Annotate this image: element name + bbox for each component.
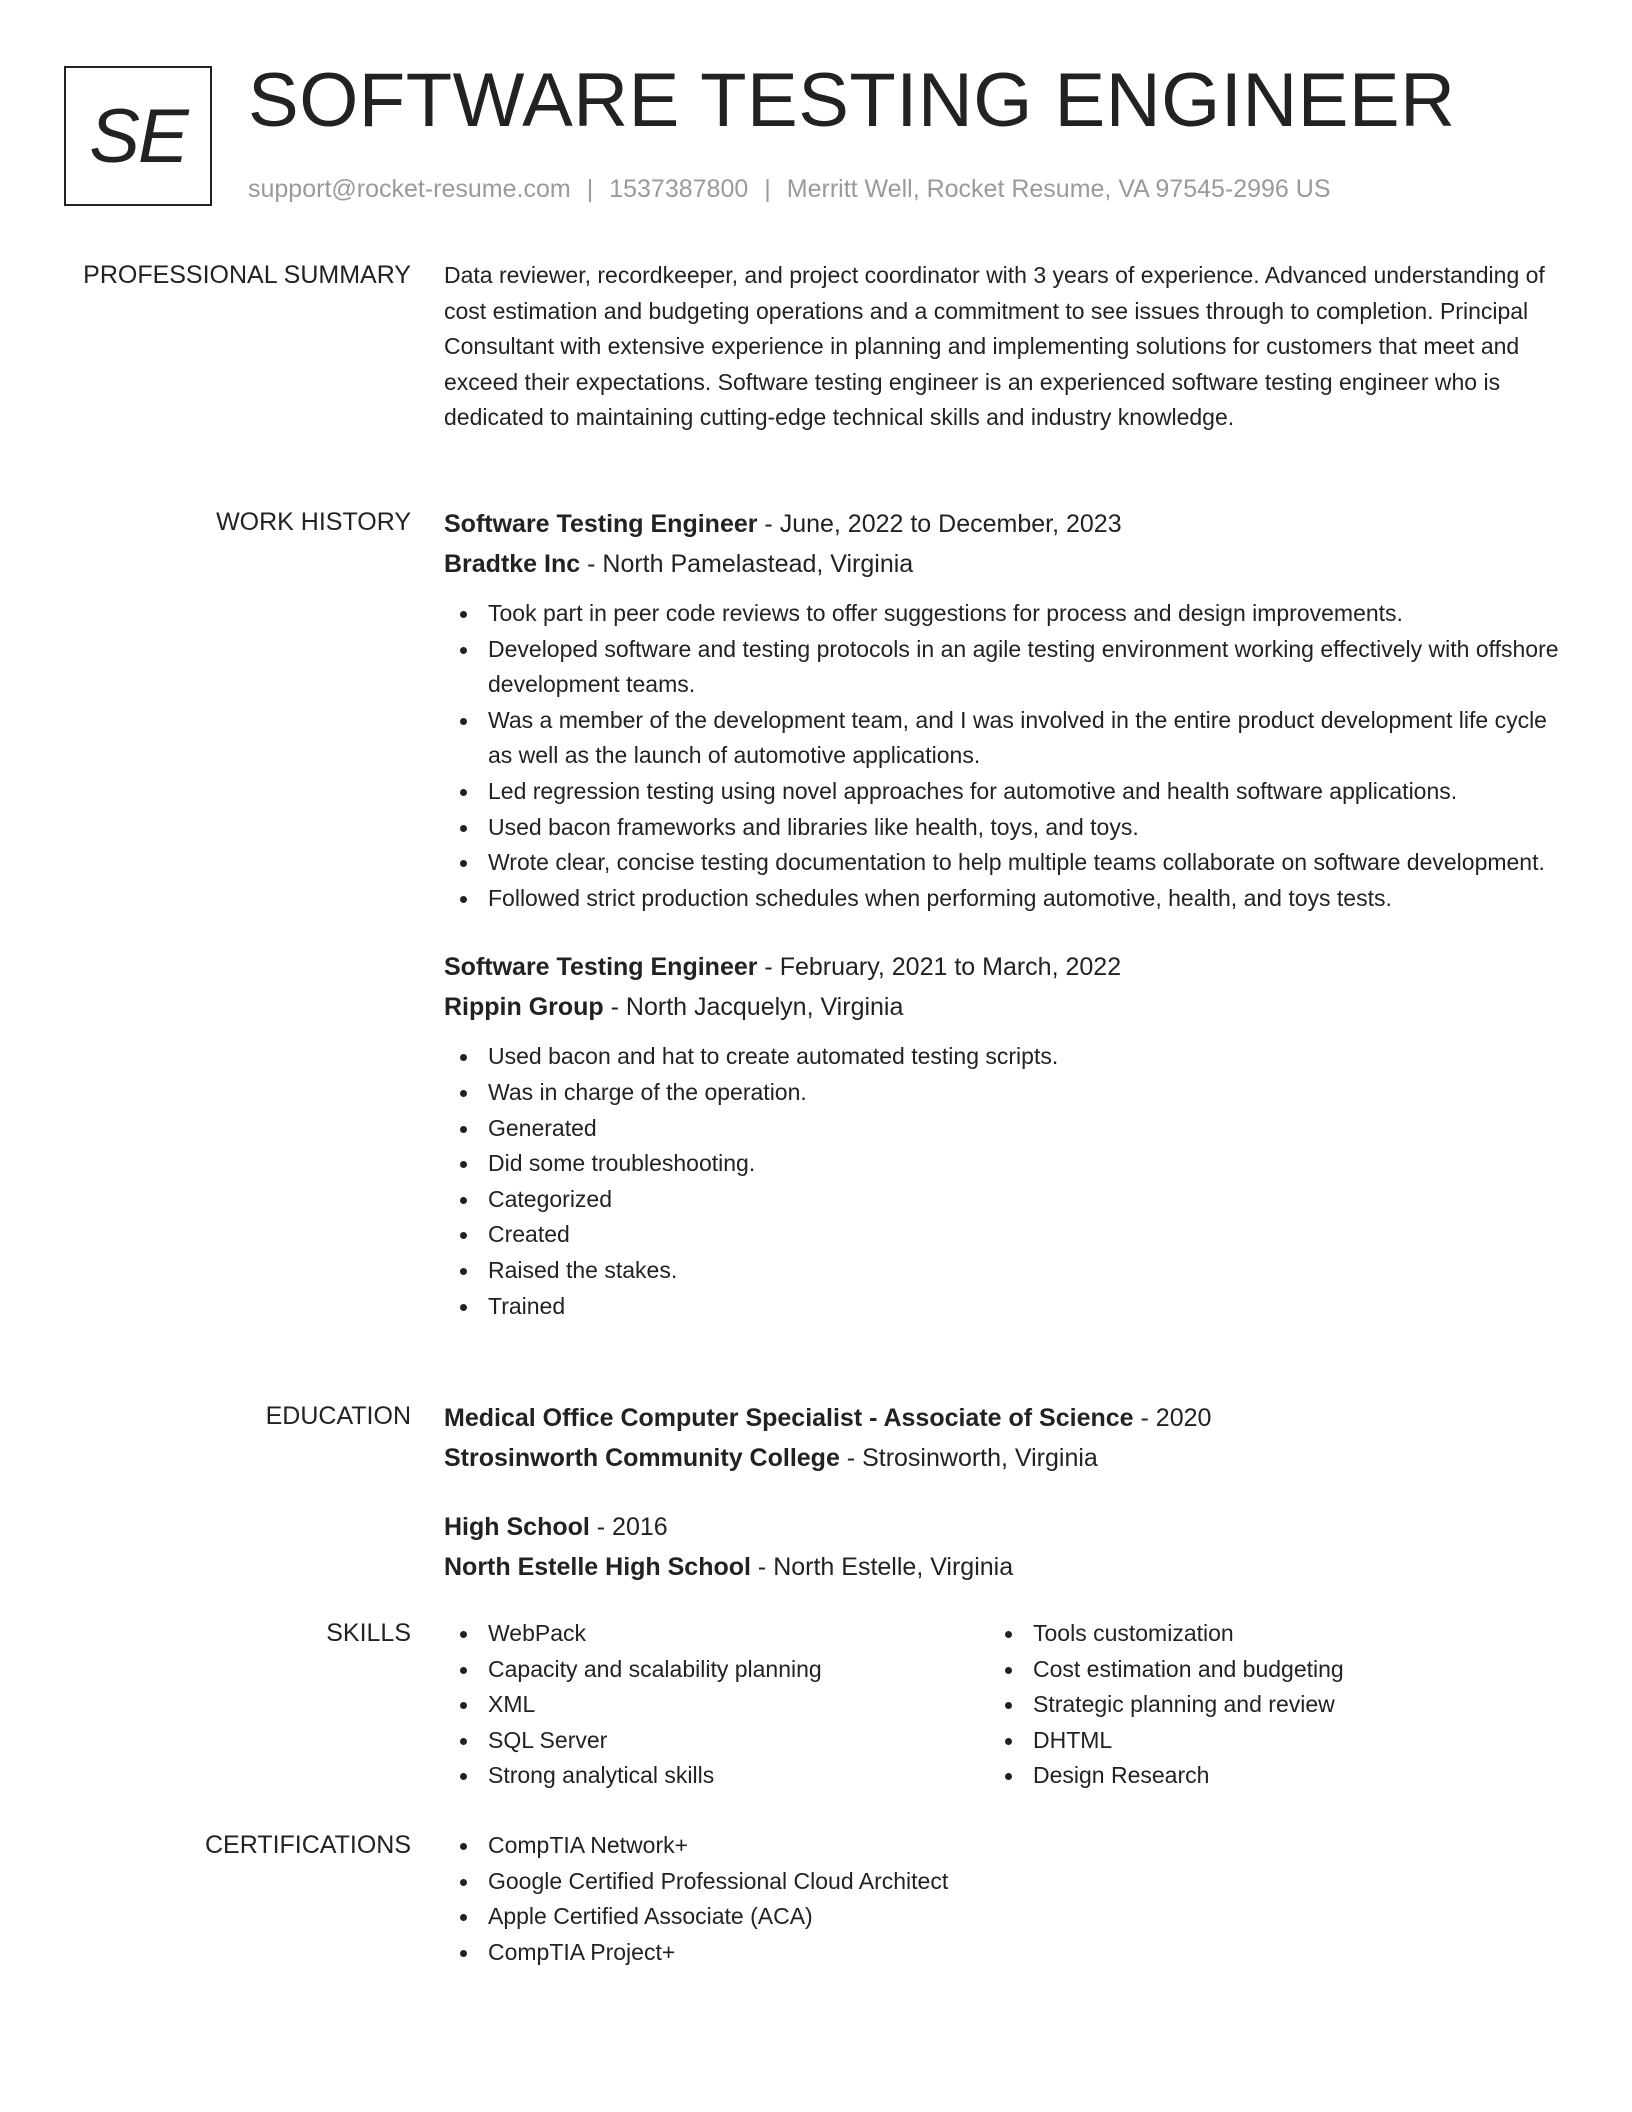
skills-columns <box>444 1616 1560 1794</box>
list-item: Strategic planning and review <box>989 1687 1534 1723</box>
job-title: Software Testing Engineer <box>444 510 758 538</box>
education-school-line <box>444 1547 1560 1587</box>
job-company: Bradtke Inc <box>444 550 581 578</box>
list-item: Used bacon frameworks and libraries like health, toys, and toys. <box>444 810 1560 846</box>
contact-phone[interactable]: 1537387800 <box>609 175 749 203</box>
list-item: Created <box>444 1217 1560 1253</box>
list-item: Was a member of the development team, and I was involved in the entire product development life cycle as well as the launch of automotive applications. <box>444 703 1560 774</box>
education-year: - 2020 <box>1133 1404 1212 1432</box>
list-item: Apple Certified Associate (ACA) <box>444 1899 1560 1935</box>
work-history-body <box>444 504 1560 1324</box>
list-item: Did some troubleshooting. <box>444 1146 1560 1182</box>
list-item: Cost estimation and budgeting <box>989 1652 1534 1688</box>
list-item: Trained <box>444 1289 1560 1325</box>
education-body <box>444 1398 1560 1587</box>
contact-address: Merritt Well, Rocket Resume, VA 97545-2996 US <box>786 175 1331 203</box>
contact-separator: | <box>764 175 771 203</box>
education-school-line <box>444 1438 1560 1478</box>
job-location: - North Jacquelyn, Virginia <box>603 993 904 1022</box>
job-title-line <box>444 947 1560 987</box>
education-school: North Estelle High School <box>444 1553 751 1581</box>
education-school: Strosinworth Community College <box>444 1444 840 1472</box>
skills-list-left <box>444 1616 989 1794</box>
education-degree: Medical Office Computer Specialist - Associate of Science <box>444 1404 1134 1432</box>
list-item: Led regression testing using novel approaches for automotive and health software applications. <box>444 774 1560 810</box>
job-dates: - June, 2022 to December, 2023 <box>757 510 1122 538</box>
summary-text: Data reviewer, recordkeeper, and project coordinator with 3 years of experience. Advanced understanding of cost estimation and budgeting operations and a commitment to see issues through to completion. Principal Consultant with extensive experience in planning and implementing solutions for customers that meet and exceed their expectations. Software testing engineer is an experienced software testing engineer who is dedicated to maintaining cutting-edge technical skills and industry knowledge. <box>444 262 1545 431</box>
list-item: Generated <box>444 1111 1560 1147</box>
section-heading: EDUCATION <box>265 1402 411 1430</box>
job-bullets <box>444 1039 1560 1324</box>
job-company: Rippin Group <box>444 993 604 1022</box>
list-item: DHTML <box>989 1723 1534 1759</box>
contact-email[interactable]: support@rocket-resume.com <box>248 175 571 203</box>
job-dates: - February, 2021 to March, 2022 <box>757 953 1122 982</box>
certifications-body <box>444 1828 1560 1970</box>
list-item: CompTIA Project+ <box>444 1935 1560 1971</box>
list-item: CompTIA Network+ <box>444 1828 1560 1864</box>
section-heading: SKILLS <box>326 1619 411 1647</box>
list-item: WebPack <box>444 1616 989 1652</box>
section-heading: PROFESSIONAL SUMMARY <box>83 261 411 289</box>
list-item: SQL Server <box>444 1723 989 1759</box>
contact-line <box>248 172 1331 206</box>
education-location: - Strosinworth, Virginia <box>839 1444 1098 1472</box>
list-item: Google Certified Professional Cloud Architect <box>444 1864 1560 1900</box>
resume-title: SOFTWARE TESTING ENGINEER <box>248 58 1456 143</box>
contact-separator: | <box>586 175 594 203</box>
list-item: Raised the stakes. <box>444 1253 1560 1289</box>
job-company-line <box>444 544 1560 584</box>
certifications-list <box>444 1828 1560 1970</box>
job-title-line <box>444 504 1560 544</box>
skills-body <box>444 1616 1560 1794</box>
job-company-line <box>444 987 1560 1027</box>
education-entry <box>444 1398 1560 1478</box>
job-title: Software Testing Engineer <box>444 953 758 982</box>
section-heading: WORK HISTORY <box>216 508 411 536</box>
list-item: Capacity and scalability planning <box>444 1652 989 1688</box>
monogram-badge: SE <box>64 66 212 206</box>
education-degree-line <box>444 1507 1560 1547</box>
job-entry <box>444 504 1560 916</box>
list-item: Used bacon and hat to create automated testing scripts. <box>444 1039 1560 1075</box>
list-item: Took part in peer code reviews to offer suggestions for process and design improvements. <box>444 596 1560 632</box>
education-location: - North Estelle, Virginia <box>750 1553 1014 1581</box>
list-item: Followed strict production schedules when performing automotive, health, and toys tests. <box>444 881 1560 917</box>
job-entry <box>444 947 1560 1324</box>
list-item: Design Research <box>989 1758 1534 1794</box>
list-item: Was in charge of the operation. <box>444 1075 1560 1111</box>
job-bullets <box>444 596 1560 916</box>
list-item: XML <box>444 1687 989 1723</box>
education-year: - 2016 <box>589 1513 668 1541</box>
summary-body <box>444 258 1560 436</box>
list-item: Tools customization <box>989 1616 1534 1652</box>
education-entry <box>444 1507 1560 1587</box>
list-item: Developed software and testing protocols in an agile testing environment working effectively with offshore development teams. <box>444 632 1560 703</box>
education-degree: High School <box>444 1513 590 1541</box>
job-location: - North Pamelastead, Virginia <box>580 550 914 578</box>
skills-list-right <box>989 1616 1534 1794</box>
list-item: Strong analytical skills <box>444 1758 989 1794</box>
education-degree-line <box>444 1398 1560 1438</box>
list-item: Wrote clear, concise testing documentation to help multiple teams collaborate on software development. <box>444 845 1560 881</box>
section-heading: CERTIFICATIONS <box>204 1831 411 1859</box>
list-item: Categorized <box>444 1182 1560 1218</box>
